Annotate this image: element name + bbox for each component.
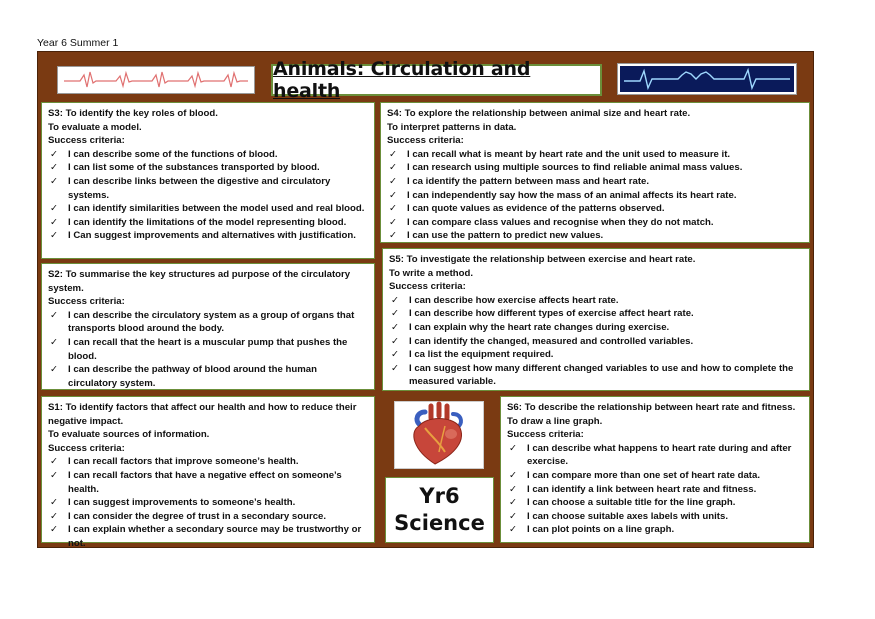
list-item: ✓ I can describe links between the digestive and circulatory systems.: [48, 175, 368, 202]
list-item: ✓ I can describe how exercise affects heart rate.: [389, 294, 803, 308]
list-item: ✓ I can describe how different types of exercise affect heart rate.: [389, 307, 803, 321]
heartbeat-line-icon: [57, 66, 255, 94]
page-label: Year 6 Summer 1: [37, 37, 119, 49]
page-title: Animals: Circulation and health: [273, 58, 531, 102]
s6-criteria-label: Success criteria:: [507, 429, 584, 441]
s6-card: [500, 396, 810, 543]
list-item: ✓ I ca identify the pattern between mass and heart rate.: [387, 175, 803, 189]
s3-heading: S3: To identify the key roles of blood.: [48, 108, 218, 119]
badge-subject: Science: [394, 511, 485, 535]
anatomical-heart-icon: [394, 401, 484, 469]
list-item: ✓ I can explain whether a secondary source may be trustworthy or not.: [48, 523, 368, 550]
s3-objective: To evaluate a model.: [48, 121, 142, 133]
list-item: ✓ I can describe some of the functions of blood.: [48, 148, 368, 162]
list-item: ✓ I can recall factors that have a negative effect on someone’s health.: [48, 469, 368, 496]
s3-card: [41, 102, 375, 259]
list-item: ✓ I can suggest improvements to someone’s health.: [48, 496, 368, 510]
list-item: ✓ I can use the pattern to predict new values.: [387, 229, 803, 243]
s5-objective: To write a method.: [389, 267, 474, 279]
list-item: ✓ I can consider the degree of trust in a secondary source.: [48, 510, 368, 524]
list-item: ✓ I can research using multiple sources to find reliable animal mass values.: [387, 161, 803, 175]
list-item: ✓ I can identify a link between heart rate and fitness.: [507, 483, 803, 497]
list-item: ✓ I can suggest how many different changed variables to use and how to complete the measured variable.: [389, 362, 803, 389]
s5-criteria-label: Success criteria:: [389, 281, 466, 293]
s2-heading: S2: To summarise the key structures ad purpose of the circulatory system.: [48, 269, 351, 294]
list-item: ✓ I can recall that the heart is a muscular pump that pushes the blood.: [48, 336, 368, 363]
s4-objective: To interpret patterns in data.: [387, 121, 517, 133]
badge-year: Yr6: [419, 484, 460, 508]
s6-objective: To draw a line graph.: [507, 415, 603, 427]
list-item: ✓ I can describe what happens to heart rate during and after exercise.: [507, 442, 803, 469]
list-item: ✓ I can describe the pathway of blood around the human circulatory system.: [48, 363, 368, 390]
s1-heading: S1: To identify factors that affect our health and how to reduce their negative impact.: [48, 402, 357, 427]
s1-card: [41, 396, 375, 549]
list-item: ✓ I can compare more than one set of heart rate data.: [507, 469, 803, 483]
list-item: ✓ I can recall factors that improve someone’s health.: [48, 455, 368, 469]
list-item: ✓ I can recall what is meant by heart rate and the unit used to measure it.: [387, 148, 803, 162]
list-item: ✓ I can identify the changed, measured and controlled variables.: [389, 335, 803, 349]
list-item: ✓ I can independently say how the mass of an animal affects its heart rate.: [387, 189, 803, 203]
s1-objective: To evaluate sources of information.: [48, 429, 210, 441]
s4-card: [380, 102, 810, 243]
list-item: ✓ I can compare class values and recognise when they do not match.: [387, 216, 803, 230]
s4-criteria-label: Success criteria:: [387, 135, 464, 147]
s1-criteria-label: Success criteria:: [48, 442, 125, 454]
s4-heading: S4: To explore the relationship between animal size and heart rate.: [387, 108, 691, 119]
s5-card: [382, 248, 810, 391]
year-science-badge: [385, 477, 494, 543]
s5-heading: S5: To investigate the relationship between exercise and heart rate.: [389, 254, 696, 265]
list-item: ✓ I ca list the equipment required.: [389, 348, 803, 362]
s2-criteria-label: Success criteria:: [48, 296, 125, 308]
list-item: ✓ I can identify similarities between the model used and real blood.: [48, 202, 368, 216]
list-item: ✓ I can list some of the substances transported by blood.: [48, 161, 368, 175]
list-item: ✓ I can describe the circulatory system as a group of organs that transports blood around the body.: [48, 309, 368, 336]
s3-criteria-label: Success criteria:: [48, 135, 125, 147]
list-item: ✓ I can explain why the heart rate changes during exercise.: [389, 321, 803, 335]
list-item: ✓ I can identify the limitations of the model representing blood.: [48, 216, 368, 230]
list-item: ✓ I can plot points on a line graph.: [507, 523, 803, 537]
list-item: ✓ I can choose a suitable title for the line graph.: [507, 496, 803, 510]
s2-card: [41, 263, 375, 390]
title-banner: [271, 58, 602, 102]
list-item: ✓ I can quote values as evidence of the patterns observed.: [387, 202, 803, 216]
list-item: ✓ I Can suggest improvements and alternatives with justification.: [48, 229, 368, 243]
list-item: ✓ I can choose suitable axes labels with units.: [507, 510, 803, 524]
s6-heading: S6: To describe the relationship between heart rate and fitness.: [507, 402, 796, 413]
heartbeat-heart-line-icon: [617, 63, 797, 95]
